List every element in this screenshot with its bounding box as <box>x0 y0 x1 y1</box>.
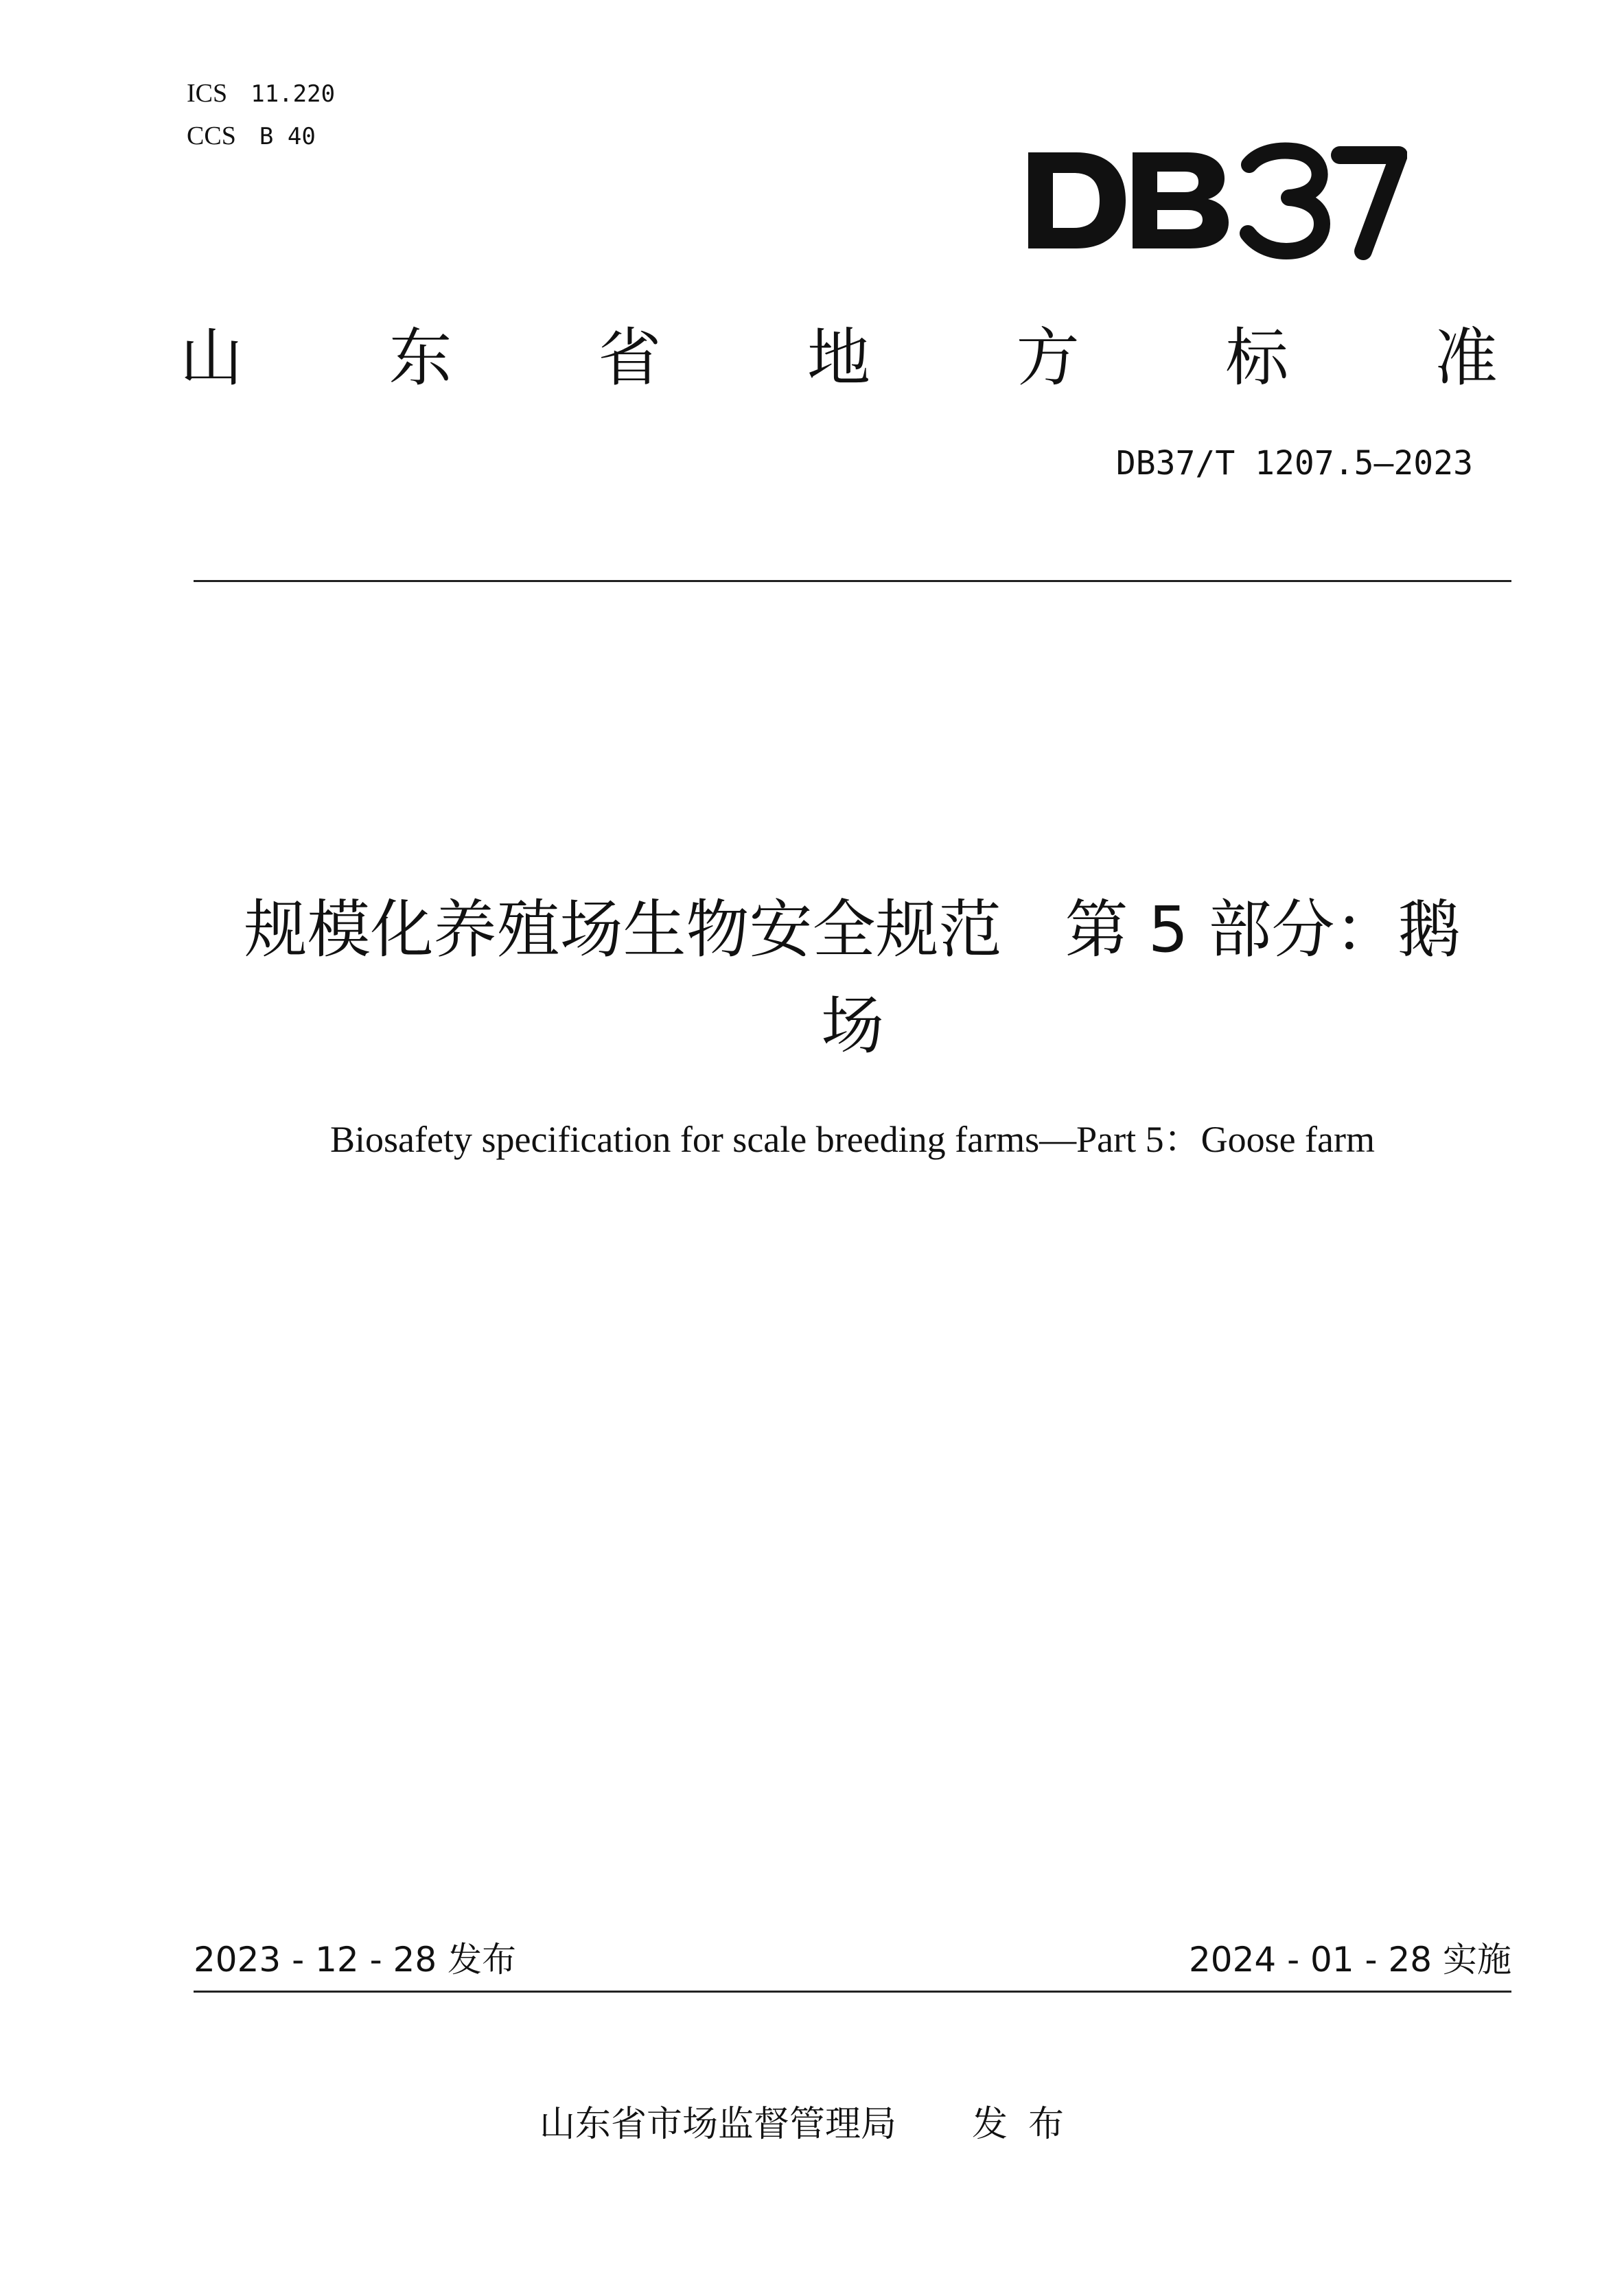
provincial-title-char: 标 <box>1225 321 1289 395</box>
ccs-value: B 40 <box>259 123 316 150</box>
issue-date: 2023 - 12 - 28 发布 <box>194 1940 517 1980</box>
provincial-title-char: 准 <box>1434 321 1498 395</box>
publish-label: 发布 <box>972 2104 1085 2145</box>
db37-logo <box>1023 137 1407 261</box>
ics-classification <box>187 77 335 110</box>
chinese-title <box>180 882 1525 1074</box>
standard-number: DB37/T 1207.5—2023 <box>1115 444 1473 483</box>
implementation-date: 2024 - 01 - 28 实施 <box>1188 1940 1511 1980</box>
provincial-title-char: 山 <box>180 321 244 395</box>
chinese-title-line-2: 场 <box>820 989 884 1063</box>
provincial-title-char: 方 <box>1016 321 1080 395</box>
provincial-title-char: 省 <box>598 321 662 395</box>
publisher-name: 山东省市场监督管理局 <box>539 2104 896 2145</box>
ccs-label: CCS <box>187 121 236 150</box>
ics-label: ICS <box>187 79 228 108</box>
publisher-line <box>0 2100 1624 2148</box>
english-title: Biosafety specification for scale breeding farms—Part 5：Goose farm <box>330 1119 1375 1160</box>
chinese-title-line-1: 规模化养殖场生物安全规范 第 5 部分：鹅 <box>244 893 1461 966</box>
ics-value: 11.220 <box>251 80 336 108</box>
provincial-standard-title <box>180 317 1498 399</box>
ccs-classification <box>187 119 316 152</box>
provincial-title-char: 东 <box>388 321 452 395</box>
footer-divider <box>194 1991 1511 1993</box>
header-divider <box>194 580 1511 582</box>
provincial-title-char: 地 <box>807 321 870 395</box>
